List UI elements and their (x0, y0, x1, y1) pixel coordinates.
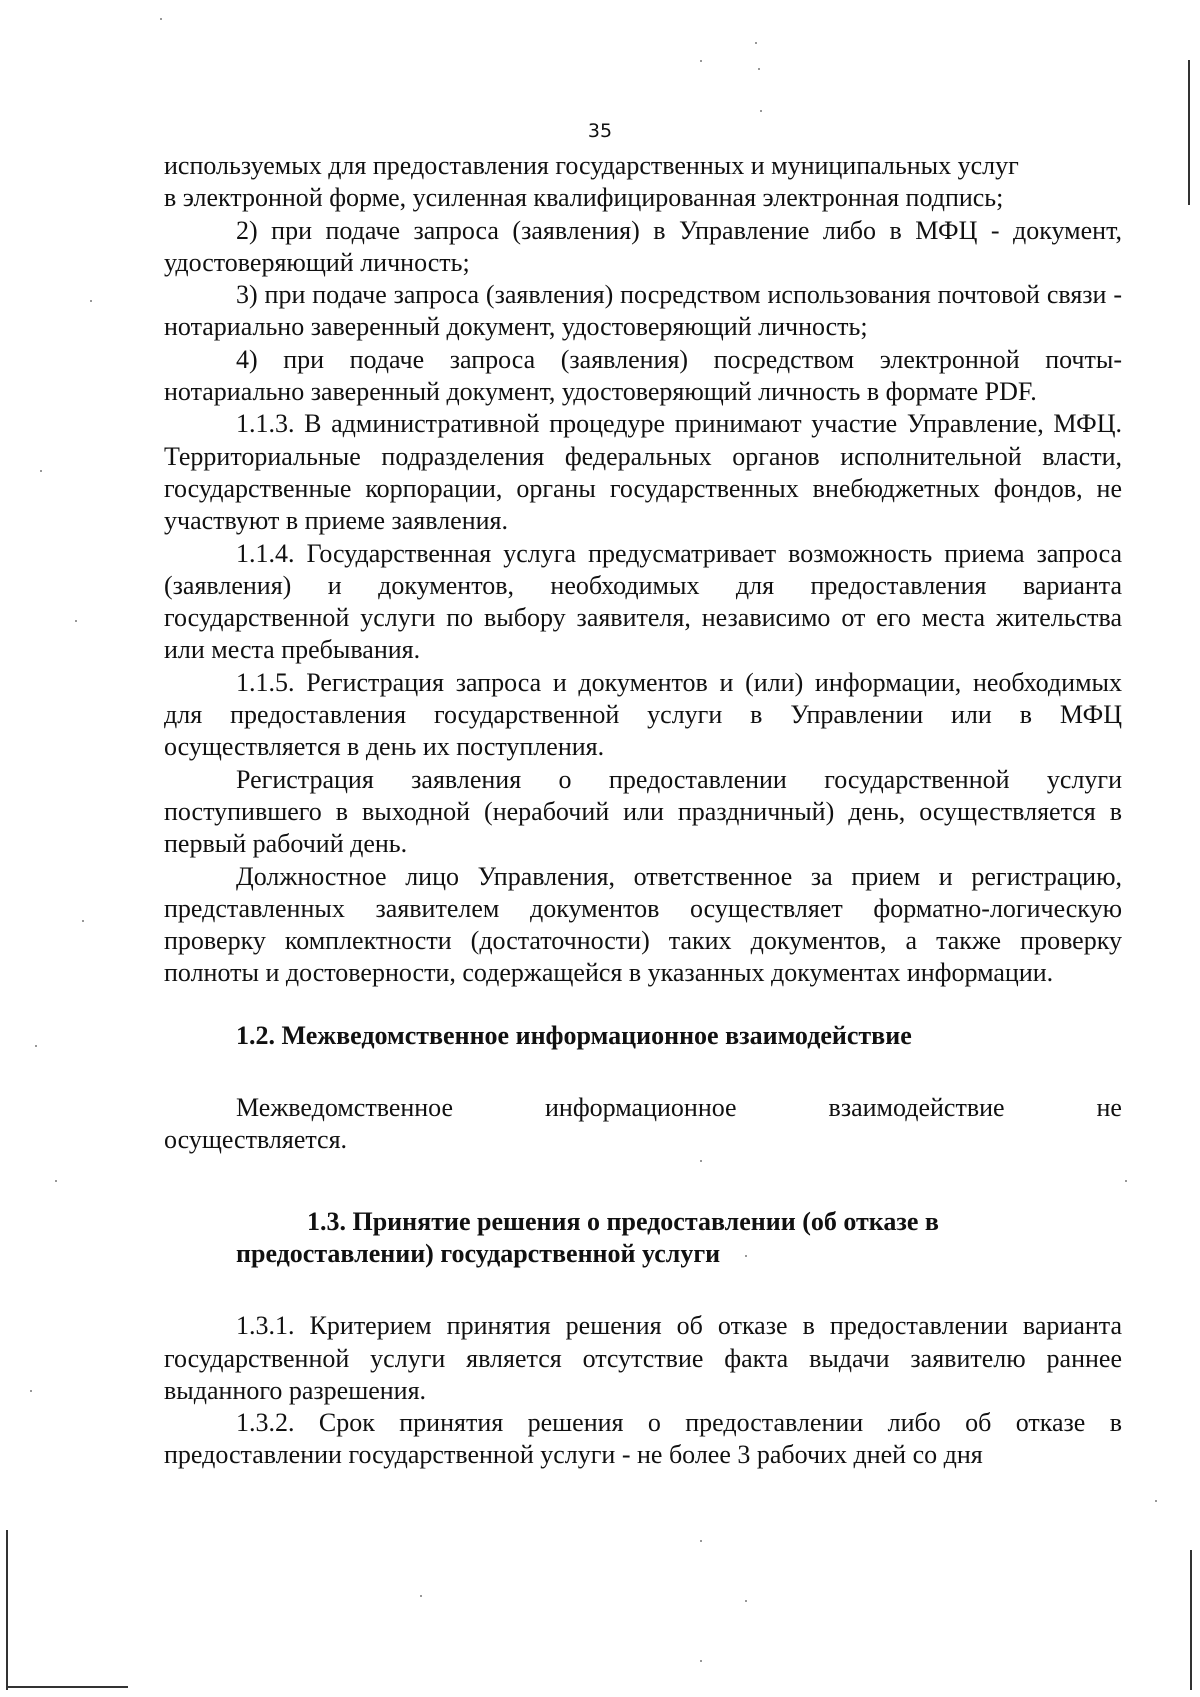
paragraph-item-4: 4) при подаче запроса (заявления) посредством электронной почты-нотариально заверенный документ, удостоверяющий личность в формате PDF. (164, 344, 1122, 407)
paragraph-item-2: 2) при подаче запроса (заявления) в Управление либо в МФЦ - документ, удостоверяющий личность; (164, 215, 1122, 277)
paragraph-1-1-5: 1.1.5. Регистрация запроса и документов и (или) информации, необходимых для предоставления государственной услуги в Управлении или в МФЦ осуществляется в день их поступления. (164, 667, 1122, 762)
paragraph-1-3-2: 1.3.2. Срок принятия решения о предоставлении либо об отказе в предоставлении государственной услуги - не более 3 рабочих дней со дня (164, 1408, 1122, 1470)
paragraph-word: информационное (544, 1093, 737, 1123)
scan-speck (40, 470, 42, 472)
paragraph-line: в электронной форме, усиленная квалифицированная электронная подпись; (164, 183, 1004, 213)
scan-speck (420, 1595, 422, 1597)
scan-speck (700, 1540, 702, 1542)
page-number: 35 (587, 120, 613, 142)
paragraph-registration: Регистрация заявления о предоставлении государственной услуги поступившего в выходной (нерабочий или праздничный) день, осуществляется в первый рабочий день. (164, 764, 1122, 859)
section-heading-1-3 (164, 1206, 1122, 1271)
scan-speck (760, 110, 762, 112)
paragraph-official: Должностное лицо Управления, ответственное за прием и регистрацию, представленных заявителем документов осуществляет форматно-логическую проверку комплектности (достаточности) таких документов, а также проверку полноты и достоверности, содержащейся в указанных документах информации. (164, 861, 1122, 988)
paragraph-continuation (164, 150, 1122, 215)
scan-speck (82, 920, 84, 922)
heading-line: предоставлении) государственной услуги (236, 1238, 721, 1268)
scan-speck (758, 68, 760, 70)
scan-speck (745, 1600, 747, 1602)
paragraph-line: используемых для предоставления государственных и муниципальных услуг (164, 151, 1019, 180)
scan-speck (1125, 1180, 1127, 1182)
scan-speck (55, 1180, 57, 1182)
section-heading-1-2: 1.2. Межведомственное информационное взаимодействие (236, 1020, 912, 1050)
scan-edge-line (1188, 60, 1190, 205)
scan-speck (35, 1045, 37, 1047)
paragraph-word: Межведомственное (236, 1093, 454, 1123)
paragraph-spread-line (164, 1092, 1122, 1124)
scan-speck (700, 1160, 702, 1162)
scan-speck (700, 1660, 702, 1662)
paragraph-item-3: 3) при подаче запроса (заявления) посредством использования почтовой связи - нотариально заверенный документ, удостоверяющий личность; (164, 280, 1122, 342)
scan-speck (755, 42, 757, 44)
scan-edge-line (8, 1686, 128, 1688)
paragraph-word: не (1096, 1093, 1122, 1123)
scan-speck (30, 1390, 32, 1392)
scan-speck (90, 300, 92, 302)
scan-speck (160, 18, 162, 20)
paragraph-1-3-1: 1.3.1. Критерием принятия решения об отказе в предоставлении варианта государственной услуги является отсутствие факта выдачи заявителю раннее выданного разрешения. (164, 1311, 1122, 1405)
paragraph-line: осуществляется. (164, 1125, 348, 1155)
scan-edge-line (1190, 1550, 1192, 1690)
paragraph-1-1-4: 1.1.4. Государственная услуга предусматривает возможность приема запроса (заявления) и документов, необходимых для предоставления варианта государственной услуги по выбору заявителя, независимо от его места жительства или места пребывания. (164, 538, 1122, 665)
paragraph-word: взаимодействие (828, 1093, 1005, 1123)
heading-line: 1.3. Принятие решения о предоставлении (об отказе в (307, 1206, 939, 1236)
scan-speck (75, 620, 77, 622)
scan-speck (745, 1255, 747, 1257)
document-body (164, 150, 1122, 1472)
scan-speck (700, 60, 702, 62)
scan-edge-line (6, 1530, 8, 1690)
scan-speck (1155, 1500, 1157, 1502)
paragraph-interagency (164, 1092, 1122, 1124)
paragraph-1-1-3: 1.1.3. В административной процедуре принимают участие Управление, МФЦ. Территориальные подразделения федеральных органов исполнительной власти, государственные корпорации, органы государственных внебюджетных фондов, не участвуют в приеме заявления. (164, 409, 1122, 536)
